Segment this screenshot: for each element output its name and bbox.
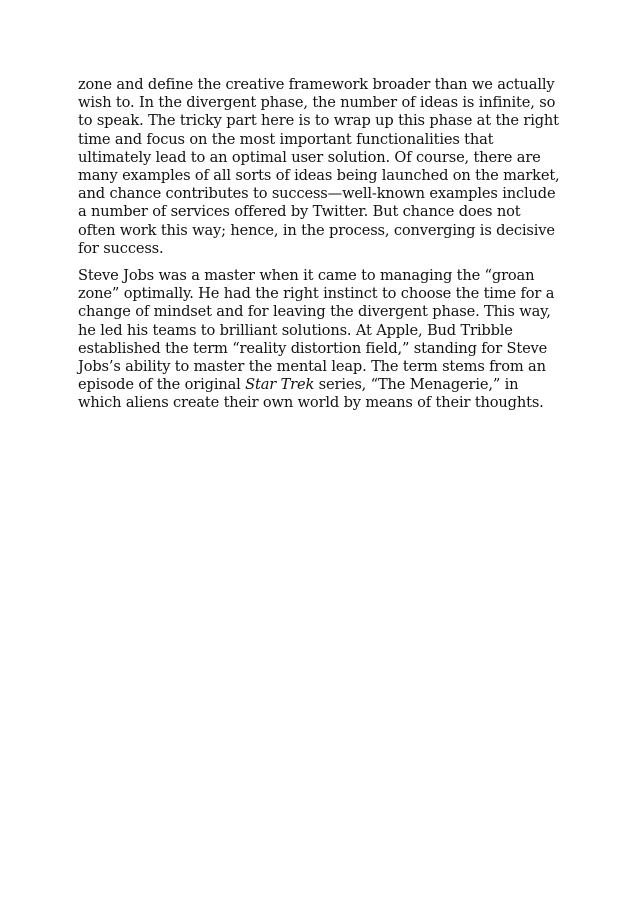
paragraph-2 [78, 267, 562, 413]
paragraph-2-text-after: series, “The Menagerie,” in which aliens create their own world by means of their thoughts. [78, 376, 544, 412]
paragraph-2-italic-title: Star Trek [245, 376, 315, 394]
body-text [78, 76, 562, 422]
paragraph-1-text: zone and define the creative framework broader than we actually wish to. In the divergent phase, the number of ideas is infinite, so to speak. The tricky part here is to wrap up this phase at the right time and focus on the most important functionalities that ultimately lead to an optimal user solution. Of course, there are many examples of all sorts of ideas being launched on the market, and chance contributes to success—well-known examples include a number of services offered by Twitter. But chance does not often work this way; hence, in the process, converging is decisive for success. [78, 76, 560, 257]
paragraph-1 [78, 76, 562, 258]
paragraph-2-text-before: Steve Jobs was a master when it came to managing the “groan zone” optimally. He had the right instinct to choose the time for a change of mindset and for leaving the divergent phase. This way, he led his teams to brilliant solutions. At Apple, Bud Tribble established the term “reality distortion field,” standing for Steve Jobs’s ability to master the mental leap. The term stems from an episode of the original [78, 267, 555, 394]
